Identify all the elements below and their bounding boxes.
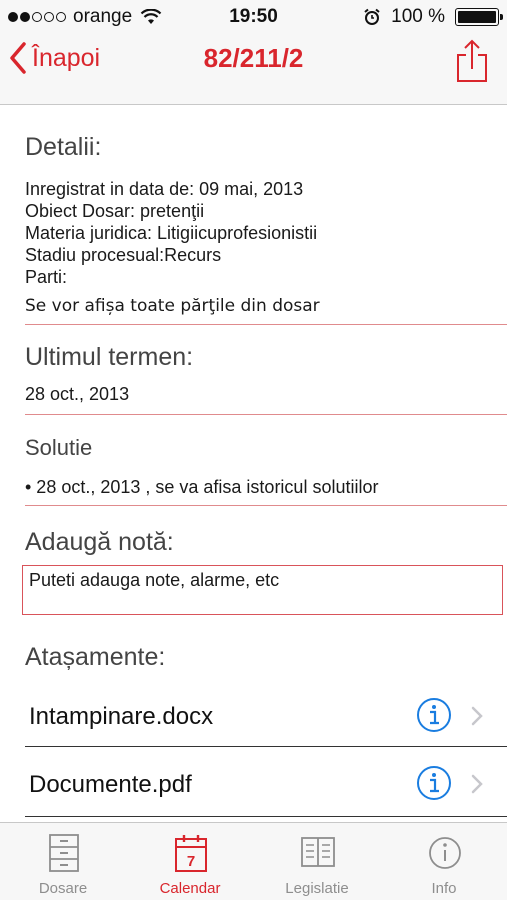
battery-percent: 100 % xyxy=(391,6,445,27)
last-term-heading: Ultimul termen: xyxy=(25,343,194,371)
tab-info[interactable] xyxy=(381,823,507,900)
tab-label: Dosare xyxy=(38,880,88,897)
tab-label: Calendar xyxy=(159,880,221,897)
alarm-icon xyxy=(363,8,381,26)
attachment-row[interactable] xyxy=(0,749,507,817)
detail-registered: Inregistrat in data de: 09 mai, 2013 xyxy=(25,179,304,199)
solution-value: • 28 oct., 2013 , se va afisa istoricul solutiilor xyxy=(25,477,379,497)
last-term-row xyxy=(0,383,507,405)
note-heading: Adaugă notă: xyxy=(25,528,174,556)
status-time: 19:50 xyxy=(229,6,278,27)
attachment-name: Intampinare.docx xyxy=(29,703,214,730)
parties-note: Se vor afișa toate părţile din dosar xyxy=(25,296,320,316)
detail-matter: Materia juridica: Litigiicuprofesionistii xyxy=(25,223,318,243)
tab-legislatie[interactable] xyxy=(254,823,380,900)
back-label: Înapoi xyxy=(32,43,101,72)
status-right xyxy=(363,6,499,28)
parties-note-row xyxy=(0,295,507,317)
detail-parties-label: Parti: xyxy=(25,267,68,287)
carrier-name: orange xyxy=(73,6,133,27)
book-icon xyxy=(301,833,335,873)
note-section xyxy=(0,528,507,557)
detail-object: Obiect Dosar: pretenţii xyxy=(25,201,205,221)
divider xyxy=(25,414,507,415)
navigation-bar xyxy=(0,36,507,105)
attachments-section xyxy=(0,643,507,672)
solution-row xyxy=(0,476,507,498)
battery-icon xyxy=(455,8,499,26)
attachments-heading: Atașamente: xyxy=(25,643,166,671)
share-icon[interactable] xyxy=(455,38,489,84)
divider xyxy=(25,746,507,747)
solution-heading: Solutie xyxy=(25,435,93,460)
solution-section xyxy=(0,435,507,461)
tab-label: Info xyxy=(431,880,457,897)
calendar-icon xyxy=(174,833,208,873)
tab-dosare[interactable] xyxy=(0,823,126,900)
tab-label: Legislatie xyxy=(285,880,349,897)
details-heading: Detalii: xyxy=(25,133,102,161)
details-lines xyxy=(0,178,507,288)
info-icon[interactable] xyxy=(416,697,452,733)
last-term-section xyxy=(0,343,507,372)
page-title: 82/211/2 xyxy=(203,43,304,73)
details-section xyxy=(0,133,507,162)
divider xyxy=(25,816,507,817)
top-bar xyxy=(0,0,507,105)
status-bar xyxy=(0,0,507,36)
note-input[interactable]: Puteti adauga note, alarme, etc xyxy=(22,565,503,615)
last-term-value: 28 oct., 2013 xyxy=(25,384,130,404)
chevron-right-icon xyxy=(470,705,484,727)
cabinet-icon xyxy=(47,833,81,873)
battery-fill xyxy=(458,11,496,23)
tab-bar xyxy=(0,822,507,900)
attachment-row[interactable] xyxy=(0,681,507,749)
calendar-day: 7 xyxy=(186,853,196,870)
detail-stage: Stadiu procesual:Recurs xyxy=(25,245,222,265)
tab-calendar[interactable] xyxy=(127,823,253,900)
info-icon xyxy=(428,833,462,873)
attachment-name: Documente.pdf xyxy=(29,771,192,798)
info-icon[interactable] xyxy=(416,765,452,801)
divider xyxy=(25,505,507,506)
chevron-right-icon xyxy=(470,773,484,795)
divider xyxy=(25,324,507,325)
